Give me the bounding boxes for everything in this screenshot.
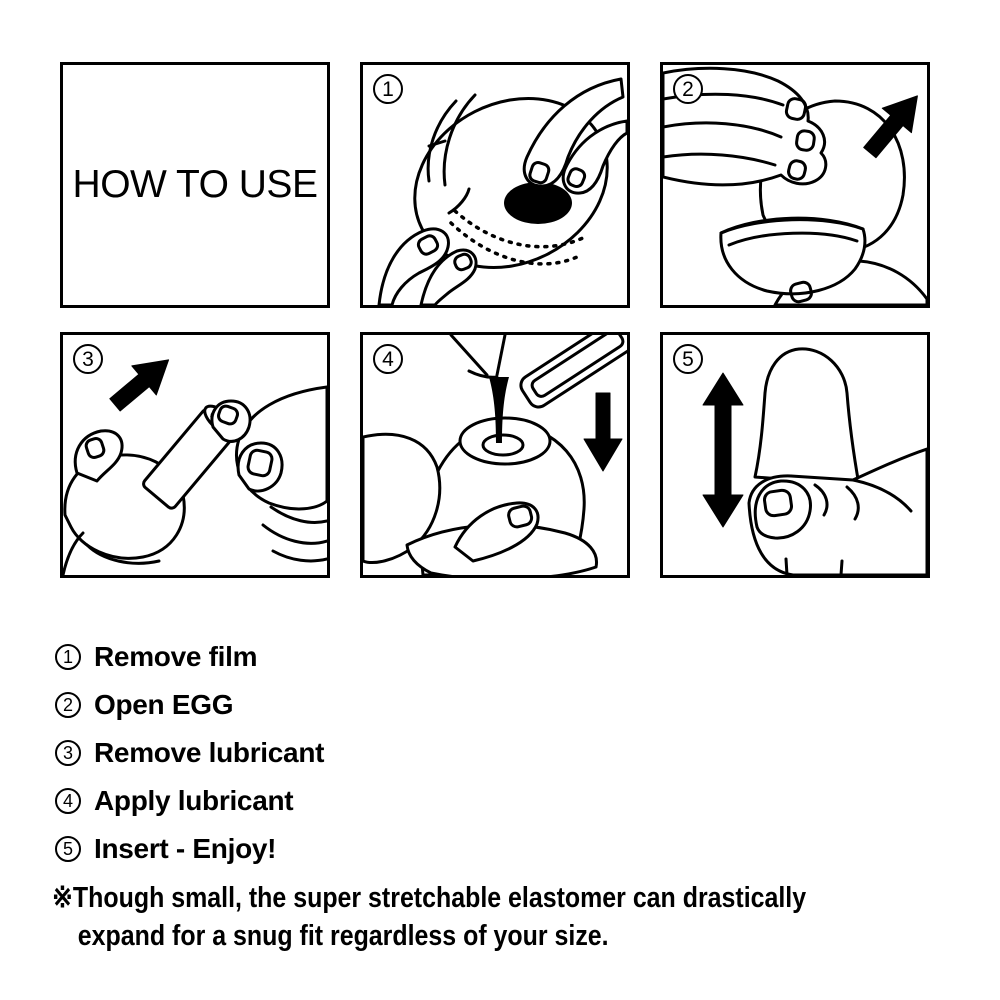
- circled-number-3: 3: [55, 740, 81, 766]
- footnote-line-2: expand for a snug fit regardless of your size.: [77, 920, 609, 952]
- step-label: Apply lubricant: [94, 785, 294, 816]
- footnote: [52, 879, 806, 955]
- circled-number-3: 3: [73, 344, 103, 374]
- peel-film-illustration: [363, 65, 627, 305]
- how-to-use-panel: [60, 62, 330, 308]
- lubricant-sachet: [517, 335, 627, 411]
- circled-number-5: 5: [673, 344, 703, 374]
- panel-step-2: [660, 62, 930, 308]
- panel-step-1: [360, 62, 630, 308]
- twist-open-egg-illustration: [663, 65, 927, 305]
- circled-number-1: 1: [55, 644, 81, 670]
- steps-list: [55, 633, 324, 873]
- circled-number-5: 5: [55, 836, 81, 862]
- panel-step-3: [60, 332, 330, 578]
- step-label: Remove lubricant: [94, 737, 325, 768]
- circled-number-2: 2: [673, 74, 703, 104]
- up-down-arrow-icon: [703, 373, 743, 527]
- list-item: [55, 729, 324, 777]
- step-label: Open EGG: [94, 689, 234, 720]
- list-item: [55, 777, 324, 825]
- reference-mark: ※: [52, 882, 73, 914]
- page-title: HOW TO USE: [72, 163, 318, 206]
- footnote-line-1: ※Though small, the super stretchable elastomer can drastically: [52, 882, 807, 914]
- list-item: [55, 633, 324, 681]
- step-label: Insert - Enjoy!: [94, 833, 277, 864]
- circled-number-1: 1: [373, 74, 403, 104]
- up-right-arrow-icon: [103, 345, 181, 419]
- remove-lubricant-illustration: [63, 335, 327, 575]
- apply-lubricant-illustration: [363, 335, 627, 575]
- film-hole-shadow: [504, 182, 572, 224]
- list-item: [55, 681, 324, 729]
- circled-number-4: 4: [373, 344, 403, 374]
- insert-enjoy-illustration: [663, 335, 927, 575]
- panel-step-5: [660, 332, 930, 578]
- step-label: Remove film: [94, 641, 258, 672]
- circled-number-4: 4: [55, 788, 81, 814]
- circled-number-2: 2: [55, 692, 81, 718]
- list-item: [55, 825, 324, 873]
- down-arrow-icon: [584, 393, 622, 471]
- panel-step-4: [360, 332, 630, 578]
